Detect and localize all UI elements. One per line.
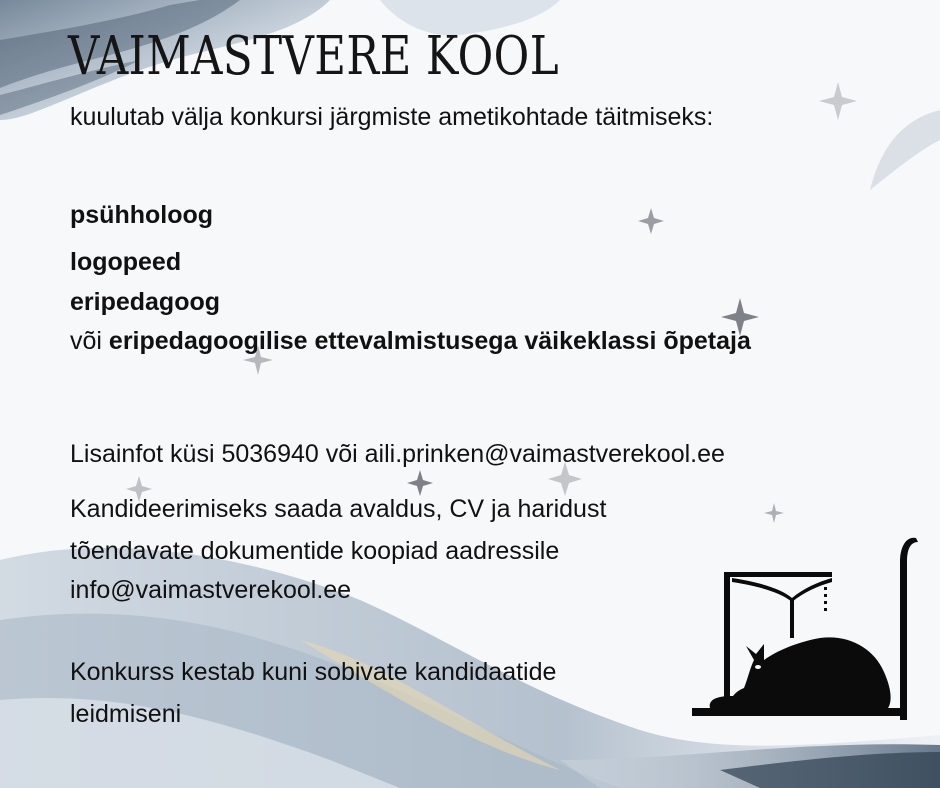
alternative-position: eripedagoogilise ettevalmistusega väikeklassi õpetaja <box>108 327 751 355</box>
application-line-2: tõendavate dokumentide koopiad aadressile <box>70 537 560 565</box>
school-title: VAIMASTVERE KOOL <box>68 26 559 87</box>
deadline-line-2: leidmiseni <box>70 700 182 728</box>
announcement-subtitle: kuulutab välja konkursi järgmiste ametikohtade täitmiseks: <box>70 103 714 131</box>
application-line-1: Kandideerimiseks saada avaldus, CV ja haridust <box>70 495 607 523</box>
position-speech-therapist: logopeed <box>70 248 182 276</box>
application-email: info@vaimastverekool.ee <box>70 576 352 604</box>
cat-reading-book-logo <box>688 532 920 724</box>
position-special-educator: eripedagoog <box>70 288 221 316</box>
position-psychologist: psühholoog <box>70 201 214 229</box>
deadline-line-1: Konkurss kestab kuni sobivate kandidaatide <box>70 658 557 686</box>
position-alternative <box>70 327 751 356</box>
contact-info: Lisainfot küsi 5036940 või aili.prinken@vaimastverekool.ee <box>70 440 725 468</box>
alternative-prefix: või <box>70 327 102 355</box>
